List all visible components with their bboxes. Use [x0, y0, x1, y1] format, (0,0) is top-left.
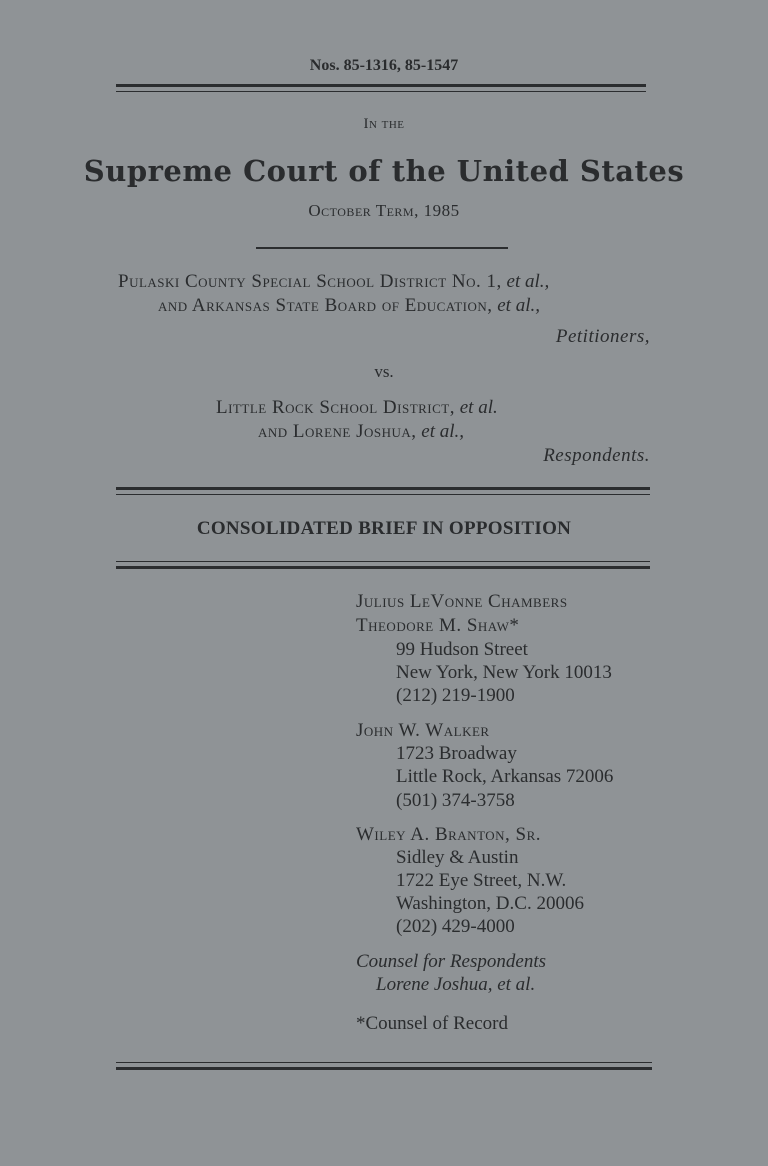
address-line: Washington, D.C. 20006 — [396, 893, 584, 914]
address-line: 99 Hudson Street — [396, 639, 528, 660]
counsel-role-parties: Lorene Joshua, et al. — [376, 974, 536, 995]
divider-title-top-thin — [116, 494, 650, 495]
petitioner-1-name: Pulaski County Special School District No. 1, — [118, 271, 502, 292]
respondent-2 — [258, 420, 464, 443]
document-title: CONSOLIDATED BRIEF IN OPPOSITION — [196, 518, 572, 539]
phone-line: (501) 374-3758 — [396, 790, 515, 811]
phone-line: (212) 219-1900 — [396, 685, 515, 706]
address-line: Little Rock, Arkansas 72006 — [396, 766, 614, 787]
divider-top-thick — [116, 84, 646, 87]
divider-short — [256, 247, 508, 249]
divider-bottom-thick — [116, 1067, 652, 1070]
respondent-2-name: and Lorene Joshua, — [258, 421, 417, 442]
court-name: Supreme Court of the United States — [83, 154, 685, 188]
counsel-name-shaw: Theodore M. Shaw* — [356, 615, 520, 636]
counsel-role: Counsel for Respondents — [356, 951, 546, 972]
divider-title-bottom-thin — [116, 561, 650, 562]
divider-bottom-thin — [116, 1062, 652, 1063]
counsel-name-chambers: Julius LeVonne Chambers — [356, 591, 568, 612]
in-the-label: In the — [363, 116, 405, 132]
divider-title-bottom-thick — [116, 566, 650, 569]
counsel-of-record-footnote: *Counsel of Record — [356, 1013, 508, 1034]
address-line: Sidley & Austin — [396, 847, 519, 868]
counsel-name-walker: John W. Walker — [356, 720, 490, 741]
petitioner-2-name: and Arkansas State Board of Education, — [158, 295, 493, 316]
address-line: 1722 Eye Street, N.W. — [396, 870, 567, 891]
phone-line: (202) 429-4000 — [396, 916, 515, 937]
respondent-1-name: Little Rock School District, — [216, 397, 455, 418]
term-label: October Term, 1985 — [308, 201, 460, 220]
divider-title-top-thick — [116, 487, 650, 490]
respondent-2-etal: et al., — [421, 421, 465, 442]
respondent-1 — [216, 396, 498, 419]
petitioner-1-etal: et al., — [506, 271, 550, 292]
address-line: New York, New York 10013 — [396, 662, 612, 683]
respondents-label: Respondents. — [543, 445, 650, 466]
divider-top-thin — [116, 91, 646, 92]
case-numbers: Nos. 85-1316, 85-1547 — [309, 57, 459, 74]
petitioner-2 — [158, 294, 540, 317]
petitioner-2-etal: et al., — [497, 295, 540, 316]
petitioners-label: Petitioners, — [555, 326, 650, 347]
petitioner-1 — [118, 270, 549, 293]
respondent-1-etal: et al. — [459, 397, 498, 418]
address-line: 1723 Broadway — [396, 743, 517, 764]
versus-label: vs. — [374, 362, 394, 381]
counsel-name-branton: Wiley A. Branton, Sr. — [356, 824, 542, 845]
